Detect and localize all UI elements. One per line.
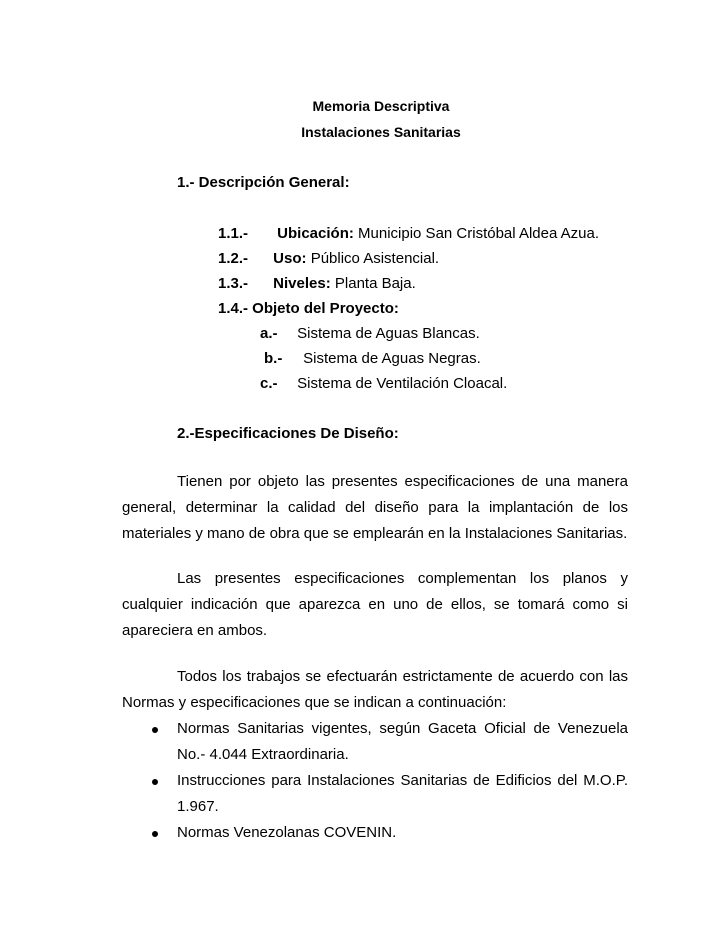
bullet-icon	[152, 779, 158, 785]
paragraph-2	[122, 566, 628, 644]
paragraph-1	[122, 469, 628, 547]
bullet-icon	[152, 727, 158, 733]
subitem-letter: c.-	[260, 375, 278, 392]
paragraph-text: Las presentes especificaciones complementan los planos y cualquier indicación que aparezca en uno de ellos, se tomará como si apareciera en ambos.	[122, 570, 628, 639]
item-1-4-heading: 1.4.- Objeto del Proyecto:	[218, 300, 399, 317]
norms-list	[122, 716, 628, 846]
item-number: 1.3.-	[218, 275, 249, 292]
item-label: Uso:	[273, 250, 307, 267]
subitem-letter: a.-	[260, 325, 278, 342]
subitem-b	[264, 350, 481, 367]
list-item	[122, 768, 628, 820]
item-1-1	[218, 225, 599, 242]
item-value: Municipio San Cristóbal Aldea Azua.	[358, 225, 600, 242]
item-value: Público Asistencial.	[310, 250, 440, 267]
subitem-text: Sistema de Ventilación Cloacal.	[297, 375, 508, 392]
item-1-3	[218, 275, 416, 292]
subitem-a	[260, 325, 480, 342]
item-value: Planta Baja.	[334, 275, 416, 292]
item-label: Niveles:	[273, 275, 331, 292]
section-1-heading: 1.- Descripción General:	[177, 174, 350, 191]
item-label: Ubicación:	[277, 225, 354, 242]
list-item	[122, 716, 628, 768]
document-title: Memoria Descriptiva	[312, 98, 450, 114]
list-item-text: Normas Sanitarias vigentes, según Gaceta Oficial de Venezuela No.- 4.044 Extraordinaria.	[177, 720, 628, 763]
subitem-text: Sistema de Aguas Blancas.	[297, 325, 480, 342]
item-number: 1.1.-	[218, 225, 249, 242]
item-number: 1.2.-	[218, 250, 249, 267]
subitem-letter: b.-	[264, 350, 283, 367]
bullet-icon	[152, 831, 158, 837]
paragraph-text: Todos los trabajos se efectuarán estrictamente de acuerdo con las Normas y especificaciones que se indican a continuación:	[122, 668, 628, 711]
list-item	[122, 820, 628, 846]
list-item-text: Normas Venezolanas COVENIN.	[177, 824, 397, 841]
document-subtitle: Instalaciones Sanitarias	[301, 124, 461, 140]
section-2-heading: 2.-Especificaciones De Diseño:	[177, 425, 399, 442]
subitem-c	[260, 375, 507, 392]
paragraph-text: Tienen por objeto las presentes especificaciones de una manera general, determinar la calidad del diseño para la implantación de los materiales y mano de obra que se emplearán en la Instalaciones Sanitarias.	[122, 473, 628, 542]
paragraph-3	[122, 664, 628, 716]
subitem-text: Sistema de Aguas Negras.	[303, 350, 481, 367]
list-item-text: Instrucciones para Instalaciones Sanitarias de Edificios del M.O.P. 1.967.	[177, 772, 628, 815]
item-1-2	[218, 250, 439, 267]
